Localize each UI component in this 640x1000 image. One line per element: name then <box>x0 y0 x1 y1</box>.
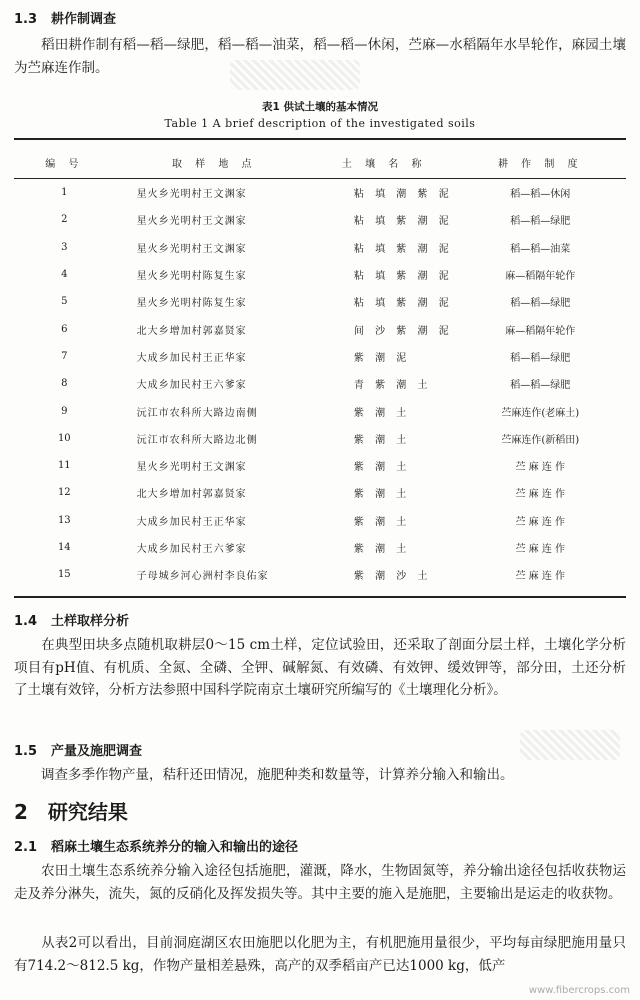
section-number: 2 <box>14 800 28 824</box>
table-row <box>14 234 626 261</box>
cell-location: 星火乡光明村王文渊家 <box>136 189 247 201</box>
table-row <box>14 534 626 561</box>
table-row <box>14 479 626 506</box>
section-title: 产量及施肥调查 <box>51 744 143 759</box>
section-number: 1.4 <box>14 614 38 629</box>
table-header-row <box>14 145 626 179</box>
cell-soil-name: 紫 潮 土 <box>353 489 411 501</box>
cell-soil-name: 紫 潮 泥 <box>353 352 411 364</box>
section-1-5-body <box>14 764 626 787</box>
cell-farming-system: 苎 麻 连 作 <box>515 544 566 555</box>
cell-farming-system: 苎麻连作(新稻田) <box>501 434 580 446</box>
cell-location: 沅江市农科所大路边北侧 <box>136 434 258 446</box>
table-row <box>14 179 626 206</box>
section-title: 研究结果 <box>47 800 128 824</box>
section-number: 1.5 <box>14 744 38 759</box>
cell-location: 子母城乡河心洲村李良佑家 <box>136 571 269 583</box>
cell-id: 4 <box>61 269 68 281</box>
table-row <box>14 561 626 588</box>
cell-location: 星火乡光明村王文渊家 <box>136 243 247 255</box>
cell-location: 大成乡加民村王正华家 <box>136 352 247 364</box>
cell-farming-system: 麻—稻隔年轮作 <box>505 271 576 283</box>
table-row <box>14 343 626 370</box>
cell-soil-name: 粘 填 紫 潮 泥 <box>353 243 453 255</box>
cell-farming-system: 稻—稻—油菜 <box>510 243 571 255</box>
cell-farming-system: 稻—稻—绿肥 <box>510 298 571 310</box>
table-row <box>14 288 626 315</box>
soil-table <box>14 145 626 588</box>
cell-location: 沅江市农科所大路边南侧 <box>136 407 258 419</box>
section-2-1-heading <box>14 836 298 855</box>
table-bottom-rule <box>14 596 626 598</box>
cell-soil-name: 紫 潮 沙 土 <box>353 571 432 583</box>
cell-soil-name: 间 沙 紫 潮 泥 <box>353 325 453 337</box>
cell-farming-system: 稻—稻—休闲 <box>510 189 571 201</box>
cell-id: 6 <box>61 323 68 335</box>
cell-location: 星火乡光明村陈复生家 <box>136 271 247 283</box>
print-smudge <box>520 730 620 760</box>
cell-farming-system: 苎 麻 连 作 <box>515 571 566 583</box>
header-id: 编 号 <box>45 158 84 170</box>
table-row <box>14 397 626 424</box>
header-soil-name: 土 壤 名 称 <box>341 158 427 170</box>
cell-id: 13 <box>57 514 71 526</box>
table-row <box>14 507 626 534</box>
cell-id: 12 <box>57 487 71 499</box>
cell-soil-name: 紫 潮 土 <box>353 516 411 528</box>
section-number: 2.1 <box>14 840 38 855</box>
table-caption-zh: 表1 供试土壤的基本情况 <box>262 101 378 113</box>
table-row <box>14 206 626 233</box>
table-row <box>14 425 626 452</box>
section-number: 1.3 <box>14 12 38 27</box>
cell-soil-name: 粘 填 紫 潮 泥 <box>353 216 453 228</box>
header-location: 取 样 地 点 <box>171 158 257 170</box>
paragraph-text: 调查多季作物产量，秸秆还田情况，施肥种类和数量等，计算养分输入和输出。 <box>41 767 514 783</box>
cell-farming-system: 稻—稻—绿肥 <box>510 216 571 228</box>
cell-location: 星火乡光明村陈复生家 <box>136 298 247 310</box>
header-farming-system: 耕 作 制 度 <box>497 158 583 170</box>
paragraph-text: 在典型田块多点随机取耕层0～15 cm土样，定位试验田，还采取了剖面分层土样，土壤化学分析项目有pH值、有机质、全氮、全磷、全钾、碱解氮、有效磷、有效钾、缓效钾等，部分田，土还分析了土壤有效锌，分析方法参照中国科学院南京土壤研究所编写的《土壤理化分析》。 <box>14 637 626 698</box>
table-top-rule <box>14 138 626 140</box>
cell-location: 星火乡光明村王文渊家 <box>136 216 247 228</box>
cell-id: 7 <box>61 350 68 362</box>
cell-farming-system: 苎 麻 连 作 <box>515 462 566 474</box>
cell-id: 15 <box>57 569 71 581</box>
cell-soil-name: 紫 潮 土 <box>353 407 411 419</box>
table-body <box>14 179 626 588</box>
cell-soil-name: 粘 填 紫 潮 泥 <box>353 271 453 283</box>
section-1-3-heading <box>14 8 116 27</box>
section-2-heading <box>14 796 128 825</box>
cell-id: 3 <box>61 241 68 253</box>
paragraph-text: 农田土壤生态系统养分输入途径包括施肥，灌溉，降水，生物固氮等，养分输出途径包括收获物运走及养分淋失，流失，氮的反硝化及挥发损失等。其中主要的施入是施肥，主要输出是运走的收获物。 <box>14 863 626 902</box>
cell-soil-name: 紫 潮 土 <box>353 544 411 555</box>
cell-location: 大成乡加民村王六爹家 <box>136 380 247 392</box>
cell-soil-name: 粘 填 紫 潮 泥 <box>353 298 453 310</box>
table-row <box>14 452 626 479</box>
cell-id: 8 <box>61 378 68 390</box>
paragraph-text: 从表2可以看出，目前洞庭湖区农田施肥以化肥为主，有机肥施用量很少，平均每亩绿肥施用量只有714.2～812.5 kg，作物产量相差悬殊，高产的双季稻亩产已达1000 kg，低产 <box>14 935 626 974</box>
section-title: 耕作制调查 <box>51 12 117 27</box>
print-smudge <box>230 60 360 90</box>
cell-id: 1 <box>61 187 68 199</box>
cell-farming-system: 苎 麻 连 作 <box>515 489 566 501</box>
cell-farming-system: 麻—稻隔年轮作 <box>505 325 576 337</box>
site-watermark: www.fibercrops.com <box>528 985 630 996</box>
cell-location: 北大乡增加村郭嘉贤家 <box>136 489 247 501</box>
cell-farming-system: 苎 麻 连 作 <box>515 516 566 528</box>
table-row <box>14 370 626 397</box>
table-row <box>14 315 626 342</box>
cell-location: 大成乡加民村王正华家 <box>136 516 247 528</box>
cell-soil-name: 青 紫 潮 土 <box>353 380 432 392</box>
cell-farming-system: 稻—稻—绿肥 <box>510 352 571 364</box>
table-caption-en: Table 1 A brief description of the investigated soils <box>164 117 476 130</box>
section-2-1-body-2 <box>14 932 626 977</box>
cell-id: 2 <box>61 214 68 226</box>
paragraph-text: 稻田耕作制有稻—稻—绿肥，稻—稻—油菜，稻—稻—休闲，苎麻—水稻隔年水旱轮作，麻园土壤为苎麻连作制。 <box>14 37 626 76</box>
cell-soil-name: 紫 潮 土 <box>353 434 411 446</box>
section-title: 稻麻土壤生态系统养分的输入和输出的途径 <box>51 840 299 855</box>
cell-id: 9 <box>61 405 68 417</box>
section-2-1-body-1 <box>14 860 626 905</box>
cell-farming-system: 苎麻连作(老麻土) <box>501 407 580 419</box>
table-header-rule <box>14 178 626 179</box>
cell-id: 5 <box>61 296 68 308</box>
cell-id: 14 <box>57 542 71 553</box>
section-title: 土样取样分析 <box>51 614 130 629</box>
cell-id: 11 <box>57 460 71 472</box>
cell-id: 10 <box>57 432 71 444</box>
cell-soil-name: 紫 潮 土 <box>353 462 411 474</box>
cell-farming-system: 稻—稻—绿肥 <box>510 380 571 392</box>
section-1-5-heading <box>14 740 142 759</box>
cell-location: 星火乡光明村王文渊家 <box>136 462 247 474</box>
section-1-4-heading <box>14 610 129 629</box>
table-row <box>14 261 626 288</box>
section-1-4-body <box>14 634 626 702</box>
cell-location: 北大乡增加村郭嘉贤家 <box>136 325 247 337</box>
cell-soil-name: 粘 填 潮 紫 泥 <box>353 189 453 201</box>
cell-location: 大成乡加民村王六爹家 <box>136 544 247 555</box>
